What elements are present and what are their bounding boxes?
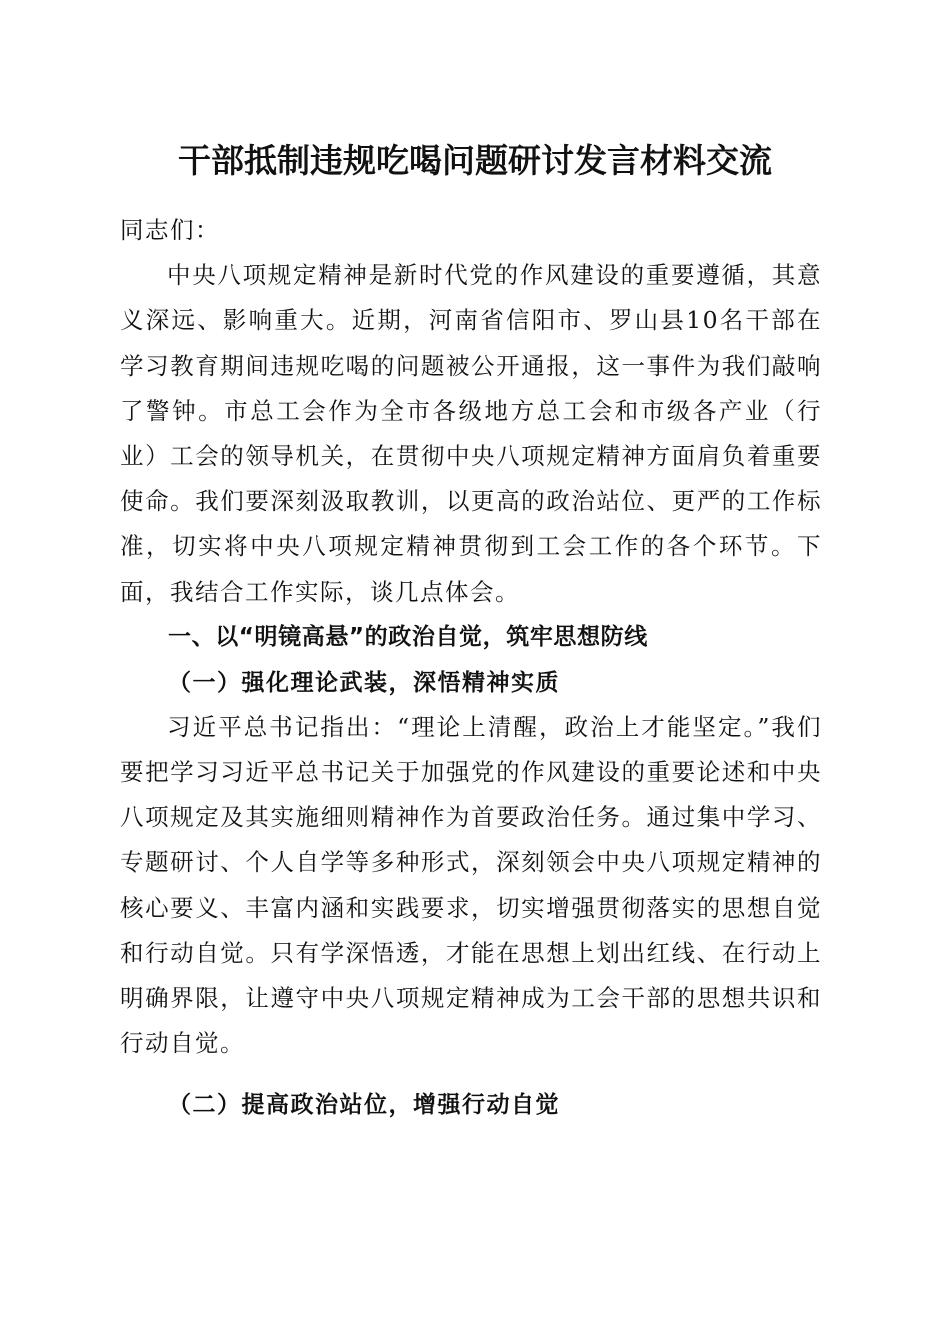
subsection-1-heading: （一）强化理论武装，深悟精神实质 [168, 668, 560, 696]
document-title: 干部抵制违规吃喝问题研讨发言材料交流 [178, 141, 772, 180]
intro-paragraph: 中央八项规定精神是新时代党的作风建设的重要遵循，其意义深远、影响重大。近期，河南省信阳市、罗山县10名干部在学习教育期间违规吃喝的问题被公开通报，这一事件为我们敲响了警钟。市总工会作为全市各级地方总工会和市级各产业（行业）工会的领导机关，在贯彻中央八项规定精神方面肩负着重要使命。我们要深刻汲取教训，以更高的政治站位、更严的工作标准，切实将中央八项规定精神贯彻到工会工作的各个环节。下面，我结合工作实际，谈几点体会。 [120, 261, 822, 606]
document-body [120, 208, 822, 1127]
subsection-2-heading: （二）提高政治站位，增强行动自觉 [168, 1091, 560, 1119]
subsection-1-paragraph: 习近平总书记指出：“理论上清醒，政治上才能坚定。”我们要把学习习近平总书记关于加强党的作风建设的重要论述和中央八项规定及其实施细则精神作为首要政治任务。通过集中学习、专题研讨、个人自学等多种形式，深刻领会中央八项规定精神的核心要义、丰富内涵和实践要求，切实增强贯彻落实的思想自觉和行动自觉。只有学深悟透，才能在思想上划出红线、在行动上明确界限，让遵守中央八项规定精神成为工会干部的思想共识和行动自觉。 [120, 712, 822, 1058]
section-1-heading: 一、以“明镜高悬”的政治自觉，筑牢思想防线 [168, 623, 648, 650]
salutation: 同志们： [120, 216, 220, 244]
